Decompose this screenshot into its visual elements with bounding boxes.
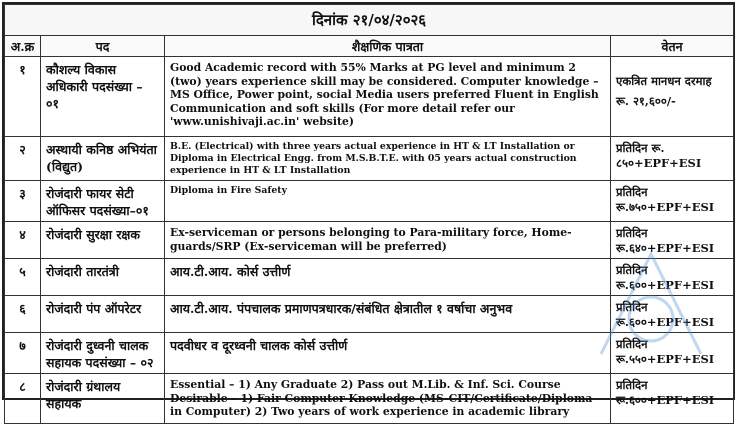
row-sr: २ <box>5 137 41 181</box>
row-education: Good Academic record with 55% Marks at PG level and minimum 2 (two) years experience skill may be considered. Computer knowledge – MS Office, Power point, social Media users preferred Fluent in English Communication and soft skills (For more detail refer our 'www.unishivaji.ac.in' website) <box>165 57 611 137</box>
row-post: रोजंदारी दुध्वनी चालक सहायक पदसंख्या – ०२ <box>41 333 165 374</box>
header-sr: अ.क्र <box>5 36 41 57</box>
row-post: रोजंदारी तारतंत्री <box>41 259 165 296</box>
row-sr: ६ <box>5 296 41 333</box>
row-post: रोजंदारी पंप ऑपरेटर <box>41 296 165 333</box>
row-salary: प्रतिदिन रू.६००+EPF+ESI <box>611 296 734 333</box>
row-salary: प्रतिदिन रू.७५०+EPF+ESI <box>611 181 734 222</box>
table-row <box>5 181 734 222</box>
row-sr: १ <box>5 57 41 137</box>
row-salary: प्रतिदिन रू.६००+EPF+ESI <box>611 374 734 424</box>
table-row <box>5 57 734 137</box>
row-salary: प्रतिदिन रू.६४०+EPF+ESI <box>611 222 734 259</box>
header-post: पद <box>41 36 165 57</box>
row-sr: ८ <box>5 374 41 424</box>
row-salary: प्रतिदिन रू.५५०+EPF+ESI <box>611 333 734 374</box>
row-education: आय.टी.आय. कोर्स उत्तीर्ण <box>165 259 611 296</box>
row-salary: प्रतिदिन रू.६००+EPF+ESI <box>611 259 734 296</box>
row-post: रोजंदारी फायर सेटी ऑफिसर पदसंख्या–०१ <box>41 181 165 222</box>
row-education: Ex-serviceman or persons belonging to Para-military force, Home-guards/SRP (Ex-serviceman will be preferred) <box>165 222 611 259</box>
row-salary: एकत्रित मानधन दरमाह रू. २१,६००/- <box>611 57 734 137</box>
row-post: कौशल्य विकास अधिकारी पदसंख्या – ०१ <box>41 57 165 137</box>
table-row <box>5 374 734 424</box>
row-salary: प्रतिदिन रू. ८५०+EPF+ESI <box>611 137 734 181</box>
recruitment-notice-table-frame <box>2 2 735 418</box>
row-education: B.E. (Electrical) with three years actual experience in HT & LT Installation or Diploma in Electrical Engg. from M.S.B.T.E. with 05 years actual construction experience in HT & LT Installation <box>165 137 611 181</box>
recruitment-table <box>4 4 734 424</box>
row-sr: ५ <box>5 259 41 296</box>
table-row <box>5 296 734 333</box>
table-row <box>5 333 734 374</box>
notice-date-title: दिनांक २१/०४/२०२६ <box>5 5 734 36</box>
row-post: रोजंदारी ग्रंथालय सहायक <box>41 374 165 424</box>
header-salary: वेतन <box>611 36 734 57</box>
row-post: रोजंदारी सुरक्षा रक्षक <box>41 222 165 259</box>
row-education: Diploma in Fire Safety <box>165 181 611 222</box>
row-post: अस्थायी कनिष्ठ अभियंता (विद्युत) <box>41 137 165 181</box>
table-row <box>5 259 734 296</box>
row-education: Essential – 1) Any Graduate 2) Pass out M.Lib. & Inf. Sci. Course Desirable – 1) Fair Computer Knowledge (MS-CIT/Certificate/Diploma in Computer) 2) Two years of work experience in academic library <box>165 374 611 424</box>
table-row <box>5 137 734 181</box>
header-row <box>5 36 734 57</box>
row-sr: ७ <box>5 333 41 374</box>
header-education: शैक्षणिक पात्रता <box>165 36 611 57</box>
table-row <box>5 222 734 259</box>
row-sr: ३ <box>5 181 41 222</box>
row-sr: ४ <box>5 222 41 259</box>
title-row <box>5 5 734 36</box>
row-education: पदवीधर व दूरध्वनी चालक कोर्स उत्तीर्ण <box>165 333 611 374</box>
row-education: आय.टी.आय. पंपचालक प्रमाणपत्रधारक/संबंधित क्षेत्रातील १ वर्षाचा अनुभव <box>165 296 611 333</box>
